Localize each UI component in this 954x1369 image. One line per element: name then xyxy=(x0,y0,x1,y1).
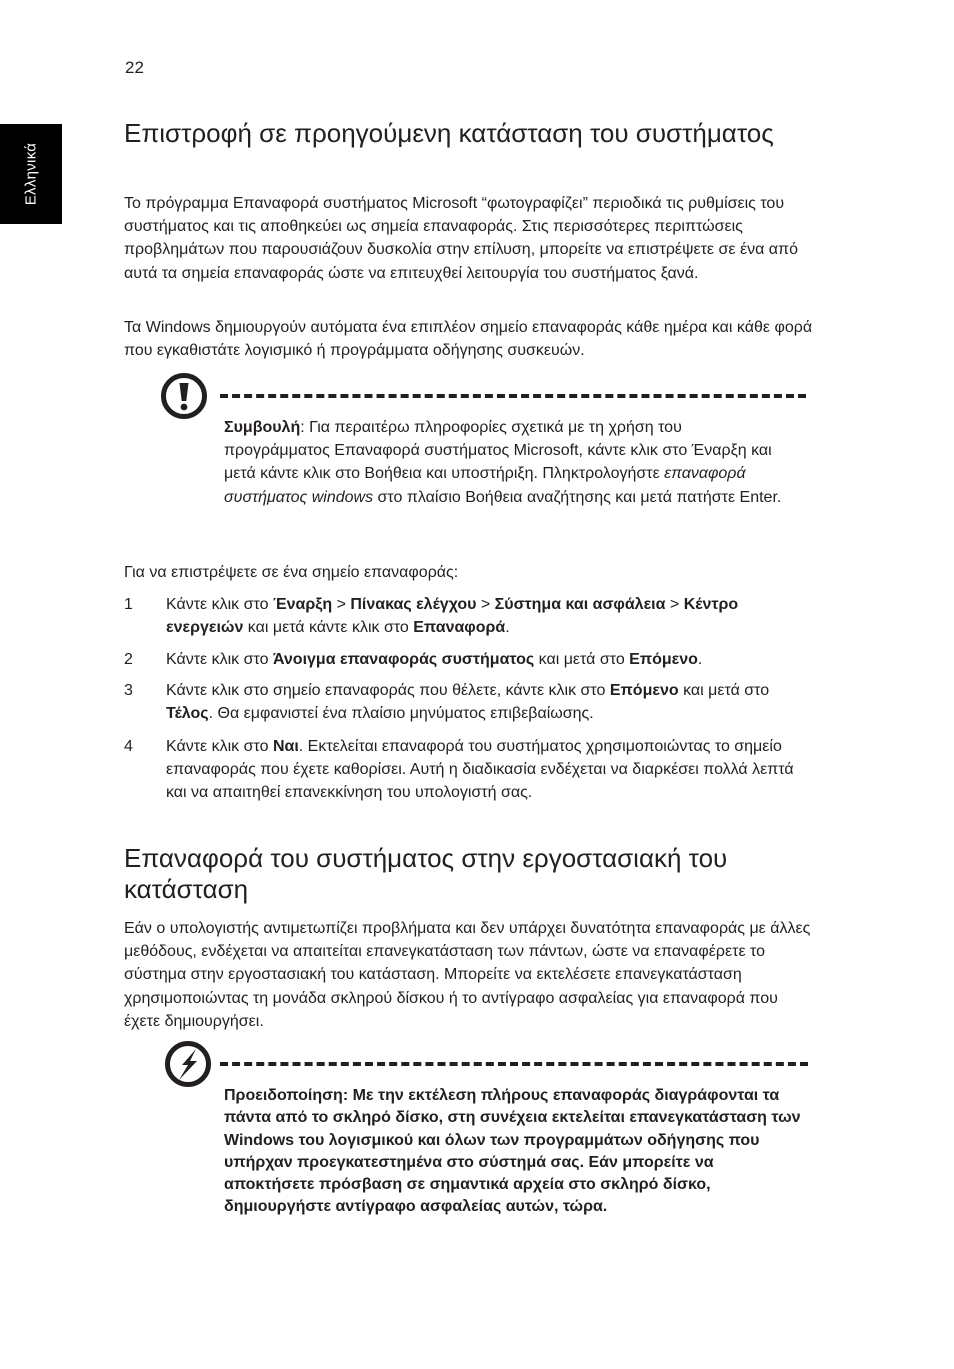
lightning-warning-icon xyxy=(164,1040,212,1088)
step-text: Κάντε κλικ στο Ναι. Εκτελείται επαναφορά του συστήματος χρησιμοποιώντας το σημείο επαναφοράς που έχετε καθορίσει. Αυτή η διαδικασία ενδέχεται να διαρκέσει πολλά λεπτά και να απαιτηθεί επανεκκίνηση του υπολογιστή σας. xyxy=(166,738,794,802)
paragraph-restore-intro: Το πρόγραμμα Επαναφορά συστήματος Microsoft “φωτογραφίζει” περιοδικά τις ρυθμίσεις του συστήματος και τις αποθηκεύει ως σημεία επαναφοράς. Στις περισσότερες περιπτώσεις προβλημάτων που παρουσιάζουν δυσκολία στην επίλυση, μπορείτε να επιστρέψετε σε ένα από αυτά τα σημεία επαναφοράς ώστε να επιτευχθεί λειτουργία του συστήματος ξανά. xyxy=(124,195,798,282)
step-number: 3 xyxy=(124,682,133,699)
section-title-factory-restore: Επαναφορά του συστήματος στην εργοστασιακή του κατάσταση xyxy=(124,843,728,904)
language-side-tab xyxy=(0,124,62,224)
step-number: 1 xyxy=(124,596,133,613)
language-label: Ελληνικά xyxy=(22,142,40,206)
section-title-system-restore: Επιστροφή σε προηγούμενη κατάσταση του συστήματος xyxy=(124,118,774,148)
step-number: 2 xyxy=(124,651,133,668)
warning-text: Προειδοποίηση: Με την εκτέλεση πλήρους επαναφοράς διαγράφονται τα πάντα από το σκληρό δίσκο, στη συνέχεια εκτελείται επανεγκατάσταση των Windows του λογισμικού και όλων των προγραμμάτων οδήγησης που υπήρχαν προεγκατεστημένα στο σύστημά σας. Εάν μπορείτε να αποκτήσετε πρόσβαση σε σημαντικά αρχεία στο σκληρό δίσκο, δημιουργήστε αντίγραφο ασφαλείας αυτών, τώρα. xyxy=(224,1087,801,1216)
tip-label: Συμβουλή xyxy=(224,419,301,436)
step-text: Κάντε κλικ στο σημείο επαναφοράς που θέλετε, κάντε κλικ στο Επόμενο και μετά στο Τέλος. Θα εμφανιστεί ένα πλαίσιο μηνύματος επιβεβαίωσης. xyxy=(166,682,770,723)
paragraph-windows-restore-points: Τα Windows δημιουργούν αυτόματα ένα επιπλέον σημείο επαναφοράς κάθε ημέρα και κάθε φορά που εγκαθιστάτε λογισμικό ή προγράμματα οδήγησης συσκευών. xyxy=(124,319,813,360)
exclamation-icon xyxy=(160,372,208,420)
steps-intro: Για να επιστρέψετε σε ένα σημείο επαναφοράς: xyxy=(124,564,459,581)
paragraph-factory-restore: Εάν ο υπολογιστής αντιμετωπίζει προβλήματα και δεν υπάρχει δυνατότητα επαναφοράς με άλλες μεθόδους, ενδέχεται να απαιτείται επανεγκατάσταση των πάντων, ώστε να επαναφέρετε το σύστημα στην εργοστασιακή του κατάσταση. Μπορείτε να εκτελέσετε επανεγκατάσταση χρησιμοποιώντας τη μονάδα σκληρού δίσκου ή το αντίγραφο ασφαλείας για επαναφορά που έχετε δημιουργήσει. xyxy=(124,920,811,1030)
warning-divider xyxy=(220,1062,808,1066)
step-text: Κάντε κλικ στο Άνοιγμα επαναφοράς συστήματος και μετά στο Επόμενο. xyxy=(166,651,703,668)
tip-text: Συμβουλή: Για περαιτέρω πληροφορίες σχετικά με τη χρήση του προγράμματος Επαναφορά συστήματος Microsoft, κάντε κλικ στο Έναρξη και μετά κάντε κλικ στο Βοήθεια και υποστήριξη. Πληκτρολογήστε επαναφορά συστήματος windows στο πλαίσιο Βοήθεια αναζήτησης και μετά πατήστε Enter. xyxy=(224,419,782,506)
tip-divider xyxy=(220,394,806,398)
page-number: 22 xyxy=(125,58,144,77)
step-number: 4 xyxy=(124,738,133,755)
step-text: Κάντε κλικ στο Έναρξη > Πίνακας ελέγχου > Σύστημα και ασφάλεια > Κέντρο ενεργειών και μετά κάντε κλικ στο Επαναφορά. xyxy=(166,596,739,637)
